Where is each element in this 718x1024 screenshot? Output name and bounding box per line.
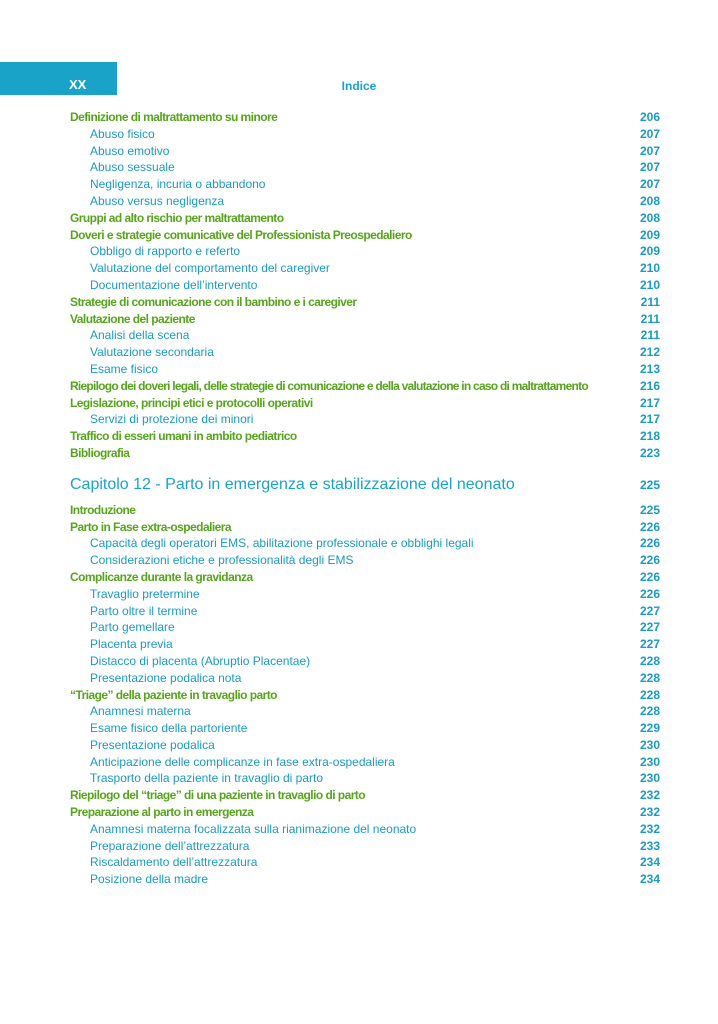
toc-subsection-entry[interactable] <box>70 635 660 652</box>
toc-entry-title: Preparazione dell’attrezzatura <box>90 838 250 853</box>
toc-section-entry[interactable] <box>70 568 660 585</box>
toc-section-entry[interactable] <box>70 686 660 703</box>
toc-entry-title: Bibliografia <box>70 445 130 460</box>
toc-entry-title: Distacco di placenta (Abruptio Placentae) <box>90 653 311 668</box>
toc-entry-title: Definizione di maltrattamento su minore <box>70 110 278 124</box>
toc-page-number: 212 <box>639 345 660 360</box>
toc-page-number: 234 <box>639 855 660 870</box>
toc-page-number: 209 <box>639 244 660 259</box>
toc-entry-title: Anticipazione delle complicanze in fase extra-ospedaliera <box>90 754 395 769</box>
toc-page-number: 209 <box>639 227 660 242</box>
toc-page-number: 210 <box>639 277 660 292</box>
toc-page-number: 225 <box>639 502 660 517</box>
toc-subsection-entry[interactable] <box>70 719 660 736</box>
toc-section-entry[interactable] <box>70 377 660 394</box>
toc-section-entry[interactable] <box>70 394 660 411</box>
toc-entry-title: Abuso emotivo <box>90 143 170 158</box>
toc-entry-title: Considerazioni etiche e professionalità degli EMS <box>90 553 354 568</box>
toc-entry-title: Placenta previa <box>90 637 173 652</box>
toc-page-number: 207 <box>639 143 660 158</box>
toc-subsection-entry[interactable] <box>70 820 660 837</box>
toc-section-entry[interactable] <box>70 786 660 803</box>
toc-section-entry[interactable] <box>70 444 660 461</box>
toc-page-number: 228 <box>639 653 660 668</box>
toc-entry-title: Abuso sessuale <box>90 160 175 175</box>
toc-entry-title: Trasporto della paziente in travaglio di parto <box>90 771 324 786</box>
toc-page-number: 228 <box>639 704 660 719</box>
toc-entry-title: Parto gemellare <box>90 620 175 635</box>
toc-subsection-entry[interactable] <box>70 769 660 786</box>
toc-page-number: 208 <box>639 193 660 208</box>
toc-page-number: 210 <box>639 261 660 276</box>
toc-entry-title: Traffico di esseri umani in ambito pediatrico <box>70 429 297 444</box>
toc-section-entry[interactable] <box>70 803 660 820</box>
toc-subsection-entry[interactable] <box>70 669 660 686</box>
toc-entry-title: Legislazione, principi etici e protocolli operativi <box>70 395 313 410</box>
toc-page-number: 229 <box>639 721 660 736</box>
toc-entry-title: Introduzione <box>70 502 136 517</box>
toc-page-number: 218 <box>639 429 660 444</box>
toc-section-entry[interactable] <box>70 501 660 518</box>
toc-entry-title: Esame fisico <box>90 361 159 376</box>
toc-page-number: 228 <box>639 670 660 685</box>
toc-entry-title: Esame fisico della partoriente <box>90 721 248 736</box>
toc-entry-title: Abuso versus negligenza <box>90 193 225 208</box>
toc-page-number: 230 <box>639 771 660 786</box>
toc-subsection-entry[interactable] <box>70 652 660 669</box>
toc-entry-title: Posizione della madre <box>90 872 209 887</box>
toc-subsection-entry[interactable] <box>70 753 660 770</box>
toc-subsection-entry[interactable] <box>70 618 660 635</box>
toc-entry-title: Capacità degli operatori EMS, abilitazione professionale e obblighi legali <box>90 536 474 551</box>
toc-page-number: 233 <box>639 838 660 853</box>
toc-page-number: 226 <box>639 536 660 551</box>
toc-subsection-entry[interactable] <box>70 192 660 209</box>
toc-page-number: 227 <box>639 637 660 652</box>
toc-subsection-entry[interactable] <box>70 702 660 719</box>
toc-page-number: 207 <box>639 126 660 141</box>
toc-page-number: 227 <box>639 603 660 618</box>
toc-section-entry[interactable] <box>70 108 660 125</box>
toc-subsection-entry[interactable] <box>70 242 660 259</box>
toc-entry-title: Travaglio pretermine <box>90 586 200 601</box>
toc-page-number: 226 <box>639 519 660 534</box>
toc-page-number: 227 <box>639 620 660 635</box>
toc-subsection-entry[interactable] <box>70 410 660 427</box>
toc-page-number: 232 <box>639 821 660 836</box>
toc-entry-title: Presentazione podalica <box>90 737 215 752</box>
toc-entry-title: Valutazione secondaria <box>90 345 214 360</box>
toc-entry-title: Negligenza, incuria o abbandono <box>90 177 266 192</box>
toc-entry-title: Strategie di comunicazione con il bambino e i caregiver <box>70 294 357 309</box>
toc-subsection-entry[interactable] <box>70 551 660 568</box>
toc-page-number: 207 <box>639 177 660 192</box>
toc-entry-title: Parto oltre il termine <box>90 603 198 618</box>
toc-entry-title: Capitolo 12 - Parto in emergenza e stabilizzazione del neonato <box>70 475 515 493</box>
toc-subsection-entry[interactable] <box>70 853 660 870</box>
toc-page-number: 223 <box>639 445 660 460</box>
toc-page-number: 226 <box>639 553 660 568</box>
toc-entry-title: Obbligo di rapporto e referto <box>90 244 241 259</box>
toc-page-number: 226 <box>639 586 660 601</box>
toc-subsection-entry[interactable] <box>70 870 660 887</box>
toc-page-number: 217 <box>639 412 660 427</box>
toc-entry-title: Anamnesi materna focalizzata sulla rianimazione del neonato <box>90 821 417 836</box>
toc-subsection-entry[interactable] <box>70 585 660 602</box>
toc-subsection-entry[interactable] <box>70 837 660 854</box>
toc-page-number: 216 <box>639 378 660 393</box>
toc-entry-title: Analisi della scena <box>90 328 190 343</box>
toc-page-number: 211 <box>640 311 660 326</box>
toc-entry-title: Valutazione del paziente <box>70 311 195 326</box>
toc-subsection-entry[interactable] <box>70 736 660 753</box>
toc-page-number: 211 <box>640 294 660 309</box>
toc-entry-title: Riscaldamento dell’attrezzatura <box>90 855 258 870</box>
toc-subsection-entry[interactable] <box>70 326 660 343</box>
toc-subsection-entry[interactable] <box>70 175 660 192</box>
toc-entry-title: Gruppi ad alto rischio per maltrattamento <box>70 210 284 225</box>
toc-entry-title: Documentazione dell’intervento <box>90 277 258 292</box>
toc-section-entry[interactable] <box>70 310 660 327</box>
toc-page-number: 232 <box>639 805 660 820</box>
toc-page-number: 228 <box>639 687 660 702</box>
toc-section-entry[interactable] <box>70 427 660 444</box>
toc-subsection-entry[interactable] <box>70 534 660 551</box>
toc-entry-title: Presentazione podalica nota <box>90 670 242 685</box>
toc-entry-title: Parto in Fase extra-ospedaliera <box>70 519 232 534</box>
toc-entry-title: Riepilogo dei doveri legali, delle strategie di comunicazione e della valutazione in caso di maltrattamento <box>70 378 588 393</box>
chapter-heading[interactable] <box>70 461 660 501</box>
toc-page-number: 213 <box>639 361 660 376</box>
toc-page-number: 208 <box>639 210 660 225</box>
toc-subsection-entry[interactable] <box>70 276 660 293</box>
toc-subsection-entry[interactable] <box>70 158 660 175</box>
toc-entry-title: Riepilogo del “triage” di una paziente in travaglio di parto <box>70 788 366 803</box>
toc-page-number: 232 <box>639 788 660 803</box>
toc-page-number: 211 <box>640 328 660 343</box>
toc-entry-title: Servizi di protezione dei minori <box>90 412 254 427</box>
toc-subsection-entry[interactable] <box>70 360 660 377</box>
toc-entry-title: Anamnesi materna <box>90 704 191 719</box>
toc-page-number: 234 <box>639 872 660 887</box>
table-of-contents <box>70 108 660 887</box>
toc-subsection-entry[interactable] <box>70 343 660 360</box>
toc-section-entry[interactable] <box>70 209 660 226</box>
toc-entry-title: “Triage” della paziente in travaglio parto <box>70 687 277 702</box>
toc-subsection-entry[interactable] <box>70 259 660 276</box>
page-number: XX <box>69 77 87 92</box>
toc-page-number: 226 <box>639 569 660 584</box>
toc-subsection-entry[interactable] <box>70 125 660 142</box>
toc-subsection-entry[interactable] <box>70 142 660 159</box>
toc-section-entry[interactable] <box>70 226 660 243</box>
toc-entry-title: Doveri e strategie comunicative del Professionista Preospedaliero <box>70 227 412 242</box>
toc-page-number: 207 <box>639 160 660 175</box>
running-title: Indice <box>341 79 377 93</box>
toc-page-number: 217 <box>639 395 660 410</box>
toc-page-number: 225 <box>639 477 660 492</box>
toc-section-entry[interactable] <box>70 518 660 535</box>
toc-entry-title: Preparazione al parto in emergenza <box>70 805 254 820</box>
toc-subsection-entry[interactable] <box>70 602 660 619</box>
toc-page-number: 230 <box>639 737 660 752</box>
toc-page-number: 230 <box>639 754 660 769</box>
toc-entry-title: Abuso fisico <box>90 126 155 141</box>
toc-section-entry[interactable] <box>70 293 660 310</box>
toc-entry-title: Valutazione del comportamento del caregiver <box>90 261 330 276</box>
toc-entry-title: Complicanze durante la gravidanza <box>70 569 253 584</box>
toc-page-number: 206 <box>639 110 660 124</box>
